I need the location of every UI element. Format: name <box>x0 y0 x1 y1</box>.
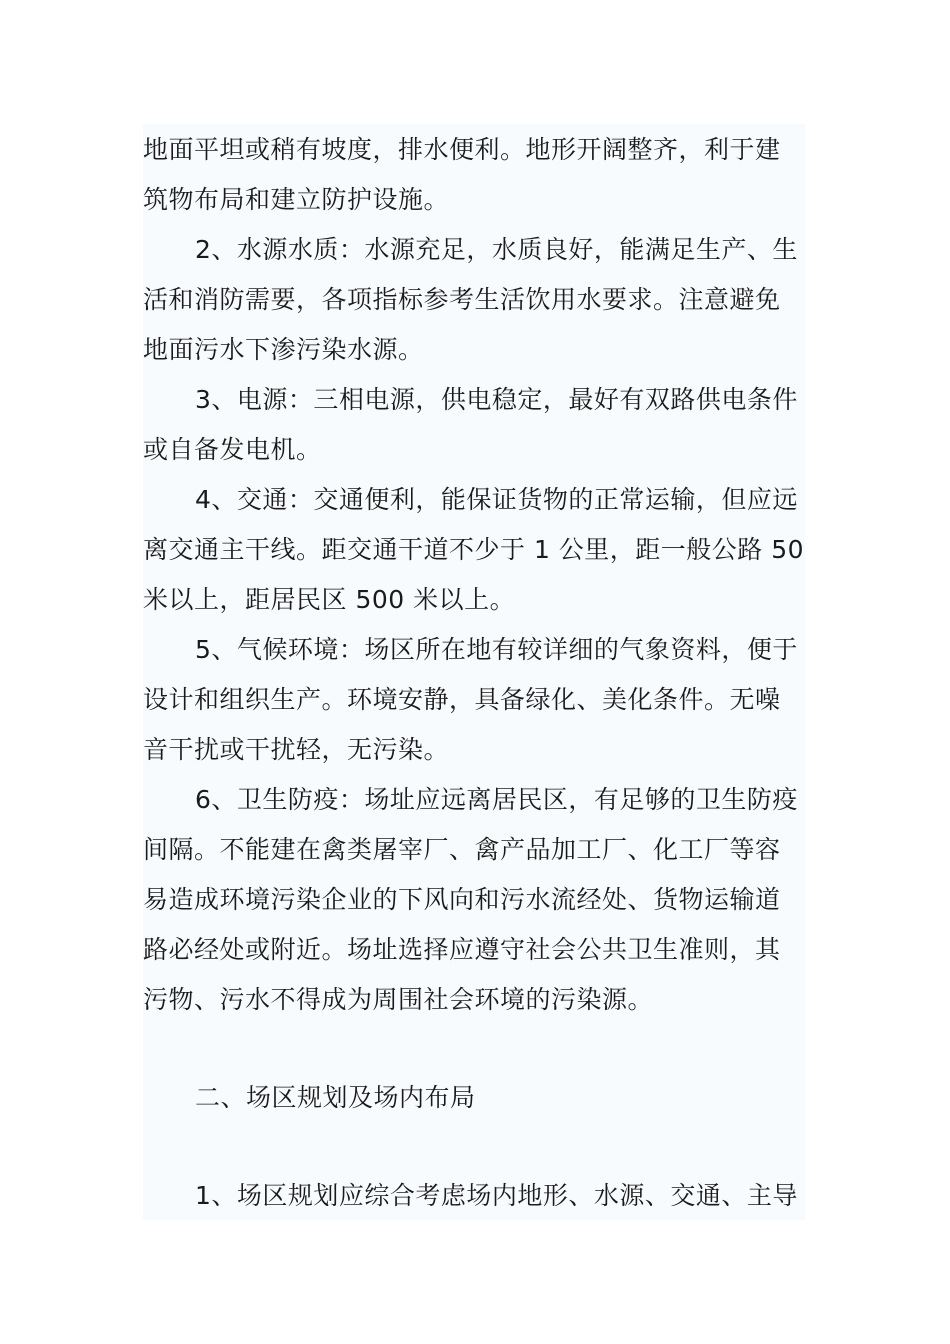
paragraph-line: 地面污水下渗污染水源。 <box>143 335 424 364</box>
paragraph-line: 活和消防需要，各项指标参考生活饮用水要求。注意避免 <box>143 285 781 314</box>
paragraph-line: 地面平坦或稍有坡度，排水便利。地形开阔整齐，利于建 <box>143 135 781 164</box>
section-heading: 二、场区规划及场内布局 <box>195 1083 476 1112</box>
paragraph-line: 路必经处或附近。场址选择应遵守社会公共卫生准则，其 <box>143 935 781 964</box>
document-page <box>143 124 805 1220</box>
paragraph-line: 音干扰或干扰轻，无污染。 <box>143 735 450 764</box>
paragraph-line: 3、电源：三相电源，供电稳定，最好有双路供电条件 <box>195 385 798 414</box>
paragraph-line: 1、场区规划应综合考虑场内地形、水源、交通、主导 <box>195 1181 798 1210</box>
paragraph-line: 或自备发电机。 <box>143 435 322 464</box>
paragraph-line: 米以上，距居民区 500 米以上。 <box>143 585 516 614</box>
paragraph-line: 污物、污水不得成为周围社会环境的污染源。 <box>143 985 654 1014</box>
paragraph-line: 间隔。不能建在禽类屠宰厂、禽产品加工厂、化工厂等容 <box>143 835 781 864</box>
paragraph-line: 6、卫生防疫：场址应远离居民区，有足够的卫生防疫 <box>195 785 798 814</box>
paragraph-line: 设计和组织生产。环境安静，具备绿化、美化条件。无噪 <box>143 685 781 714</box>
paragraph-line: 4、交通：交通便利，能保证货物的正常运输，但应远 <box>195 485 798 514</box>
paragraph-line: 2、水源水质：水源充足，水质良好，能满足生产、生 <box>195 235 798 264</box>
paragraph-line: 易造成环境污染企业的下风向和污水流经处、货物运输道 <box>143 885 781 914</box>
paragraph-line: 离交通主干线。距交通干道不少于 1 公里，距一般公路 50 <box>143 535 805 564</box>
paragraph-line: 筑物布局和建立防护设施。 <box>143 185 450 214</box>
paragraph-line: 5、气候环境：场区所在地有较详细的气象资料，便于 <box>195 635 798 664</box>
